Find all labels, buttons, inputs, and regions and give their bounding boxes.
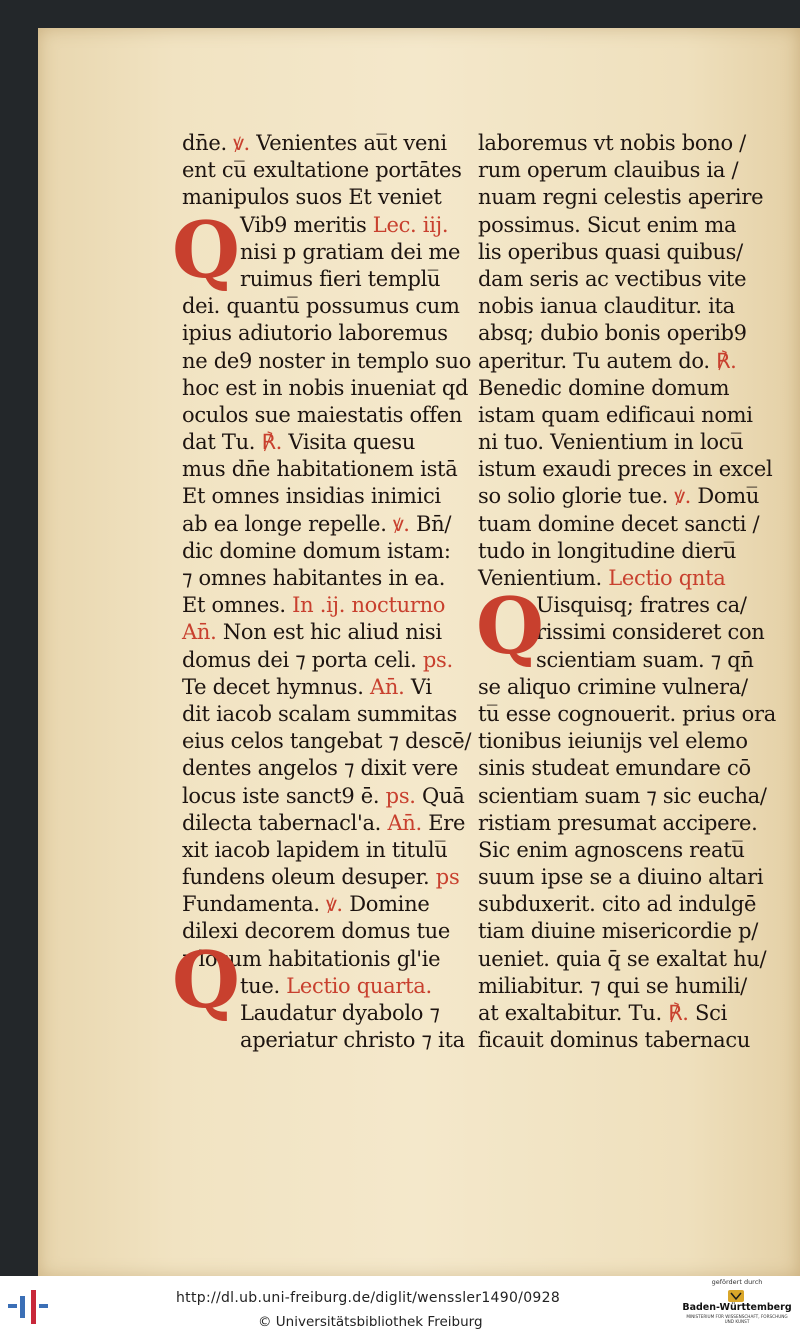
text-segment: Sci [695,1001,727,1025]
text-segment: scientiam suam ⁊ sic eucha/ [478,783,767,808]
rubric-segment: ꝟ. [392,511,416,536]
text-line [182,456,462,483]
drop-cap-o: Q [172,935,240,1026]
text-segment: rissimi consideret con [536,620,765,645]
text-segment: tuam domine decet sancti / [478,511,760,536]
text-segment: Benedic domine domum [478,375,730,400]
text-line [478,239,750,266]
text-segment: locus iste sanct9 ē. [182,783,386,808]
text-segment: subduxerit. cito ad indulgē [478,892,757,917]
text-line [478,130,750,157]
copyright-notice: © Universitätsbibliothek Freiburg [258,1314,483,1330]
text-line [478,810,758,837]
text-line [478,755,750,782]
text-segment: ristiam presumat accipere. [478,810,758,835]
text-segment: eius celos tangebat ⁊ descē/ [182,729,472,754]
text-line [478,946,767,973]
text-segment: Fundamenta. [182,892,327,917]
text-line [478,212,750,239]
text-segment: Ere [428,810,466,835]
funding-name: Baden-Württemberg [682,1302,792,1313]
text-segment: fundens oleum desuper. [182,865,436,890]
state-crest-icon [725,1288,747,1304]
text-segment: ueniet. quia q̄ se exaltat hu/ [478,946,767,971]
rubric-segment: ℟. [668,1001,696,1025]
text-segment: Bn̄/ [415,511,452,536]
text-line [478,728,750,755]
text-segment: Laudatur dyabolo ⁊ [240,1001,440,1025]
text-line [182,891,462,918]
text-line [182,483,462,510]
rubric-segment: ꝟ. [674,484,698,509]
text-segment: Vi [410,674,432,699]
text-segment: dit iacob scalam summitas [182,701,457,726]
text-line [478,375,750,402]
text-segment: ⁊ locum habitationis gl'ie [182,946,441,971]
text-segment: rum operum clauibus ia / [478,158,739,183]
text-line [478,266,750,293]
funding-block [682,1278,792,1324]
text-line [182,647,462,674]
text-segment: possimus. Sicut enim ma [478,212,737,237]
text-segment: dilexi decorem domus tue [182,919,451,944]
text-segment: tionibus ieiunijs vel elemo [478,729,748,754]
text-segment: miliabitur. ⁊ qui se humili/ [478,973,747,998]
text-line [182,1027,465,1054]
rubric-segment: Lectio qnta [608,566,726,590]
document-url[interactable]: http://dl.ub.uni-freiburg.de/diglit/wenssler1490/0928 [176,1290,561,1306]
funding-label: gefördert durch [711,1278,763,1286]
text-segment: dn̄e. [182,131,234,155]
text-segment: nuam regni celestis aperire [478,185,764,210]
text-line [182,293,462,320]
text-segment: Venientium. [478,566,609,590]
text-line [182,592,462,619]
text-segment: ent cu̅ exultatione portātes [182,158,462,183]
university-library-logo-icon [8,1286,48,1326]
text-line [478,157,750,184]
text-segment: Quā [422,783,465,808]
text-segment: dic domine domum istam: [182,538,451,563]
text-line [182,864,462,891]
text-segment: nobis ianua clauditur. ita [478,294,735,319]
text-segment: dat Tu. [182,430,262,455]
text-segment: aperitur. Tu autem do. [478,348,717,373]
text-segment: dilecta tabernacl'a. [182,810,388,835]
text-segment: tiam diuine misericordie p/ [478,919,759,944]
text-line [182,130,462,157]
text-segment: se aliquo crimine vulnera/ [478,674,748,699]
text-line [182,320,462,347]
text-segment: Te decet hymnus. [182,674,371,699]
text-line [182,619,462,646]
text-segment: xit iacob lapidem in titulu̅ [182,837,448,862]
text-segment: hoc est in nobis inueniat qd [182,375,469,400]
text-line [182,402,462,429]
text-segment: Et omnes. [182,593,293,618]
text-line [478,891,757,918]
text-line [182,728,472,755]
text-line [478,184,764,211]
rubric-segment: An̄. [370,674,411,699]
text-line [478,456,773,483]
text-segment: ab ea longe repelle. [182,511,393,536]
text-segment: nisi p gratiam dei me [240,239,461,264]
text-segment: istum exaudi preces in excel [478,457,773,482]
text-line [182,538,462,565]
text-segment: manipulos suos Et veniet [182,185,442,210]
rubric-segment: ℟. [261,430,289,455]
text-segment: suum ipse se a diuino altari [478,865,764,890]
text-line [182,375,469,402]
text-line [182,511,462,538]
text-line [478,511,760,538]
funding-ministry: MINISTERIUM FÜR WISSENSCHAFT, FORSCHUNG UND KUNST [686,1314,788,1324]
text-line [182,348,472,375]
text-segment: ipius adiutorio laboremus [182,321,448,346]
text-segment: dentes angelos ⁊ dixit vere [182,756,459,781]
rubric-segment: An̄. [387,810,429,835]
text-line [182,429,462,456]
text-segment: dam seris ac vectibus vite [478,266,747,291]
text-segment: Sic enim agnoscens reatu̅ [478,837,745,862]
text-line [182,565,462,592]
rubric-segment: In .ij. nocturno [292,593,446,618]
text-line [478,783,767,810]
text-line [478,674,750,701]
text-segment: Non est hic aliud nisi [222,620,442,645]
text-segment: Visita quesu [288,430,416,455]
text-line [478,348,750,375]
text-segment: Vib9 meritis [240,212,373,237]
text-line [478,918,759,945]
text-segment: lis operibus quasi quibus/ [478,239,743,264]
text-line [182,157,462,184]
text-line [478,1027,750,1054]
text-line [478,293,750,320]
text-segment: tue. [240,973,287,998]
text-line [182,674,462,701]
rubric-segment: An̄. [182,620,223,645]
rubric-segment: ꝟ. [326,892,350,917]
text-line [182,783,465,810]
text-segment: sinis studeat emundare cō [478,756,751,781]
text-segment: ne de9 noster in templo suo [182,348,472,373]
rubric-segment: ꝟ. [233,131,257,155]
drop-cap-a: Q [476,581,544,672]
text-line [182,701,462,728]
text-segment: scientiam suam. ⁊ qn̄ [536,647,754,672]
text-segment: Uisquisq; fratres ca/ [536,593,747,618]
rubric-segment: Lec. iij. [372,212,449,237]
text-line [478,701,776,728]
text-segment: tu̅ esse cognouerit. prius ora [478,701,776,726]
text-line [478,864,764,891]
text-segment: ficauit dominus tabernacu [478,1028,751,1053]
text-segment: ruimus fieri templu̅ [240,266,441,291]
text-line [478,320,750,347]
text-line [478,1000,750,1027]
text-segment: Domine [349,892,430,917]
text-line [478,837,750,864]
text-segment: dei. quantu̅ possumus cum [182,294,460,319]
text-segment: domus dei ⁊ porta celi. [182,647,423,672]
text-line [478,973,750,1000]
text-segment: absq; dubio bonis operib9 [478,321,747,346]
rubric-segment: ℟. [716,348,737,373]
text-segment: Domu̅ [697,484,760,509]
text-segment: mus dn̄e habitationem istā [182,457,458,482]
text-segment: Venientes au̅t veni [256,131,447,155]
footer-bar [0,1276,800,1334]
rubric-segment: ps. [422,647,453,672]
text-segment: so solio glorie tue. [478,484,675,509]
text-line [182,810,466,837]
text-line [478,402,753,429]
drop-cap-q: Q [172,205,240,296]
rubric-segment: Lectio quarta. [286,973,432,998]
text-line [478,483,760,510]
text-line [182,755,462,782]
text-segment: aperiatur christo ⁊ ita [240,1028,465,1053]
text-segment: oculos sue maiestatis offen [182,402,463,427]
text-segment: laboremus vt nobis bono / [478,131,746,155]
text-segment: ni tuo. Venientium in locu̅ [478,430,744,455]
rubric-segment: ps [435,865,460,890]
text-line [182,837,462,864]
text-segment: ⁊ omnes habitantes in ea. [182,566,446,590]
text-segment: tudo in longitudine dieru̅ [478,538,737,563]
text-line [478,429,750,456]
text-segment: Et omnes insidias inimici [182,484,441,509]
text-segment: istam quam edificaui nomi [478,402,753,427]
rubric-segment: ps. [385,783,423,808]
text-segment: at exaltabitur. Tu. [478,1001,669,1025]
text-line [478,538,750,565]
